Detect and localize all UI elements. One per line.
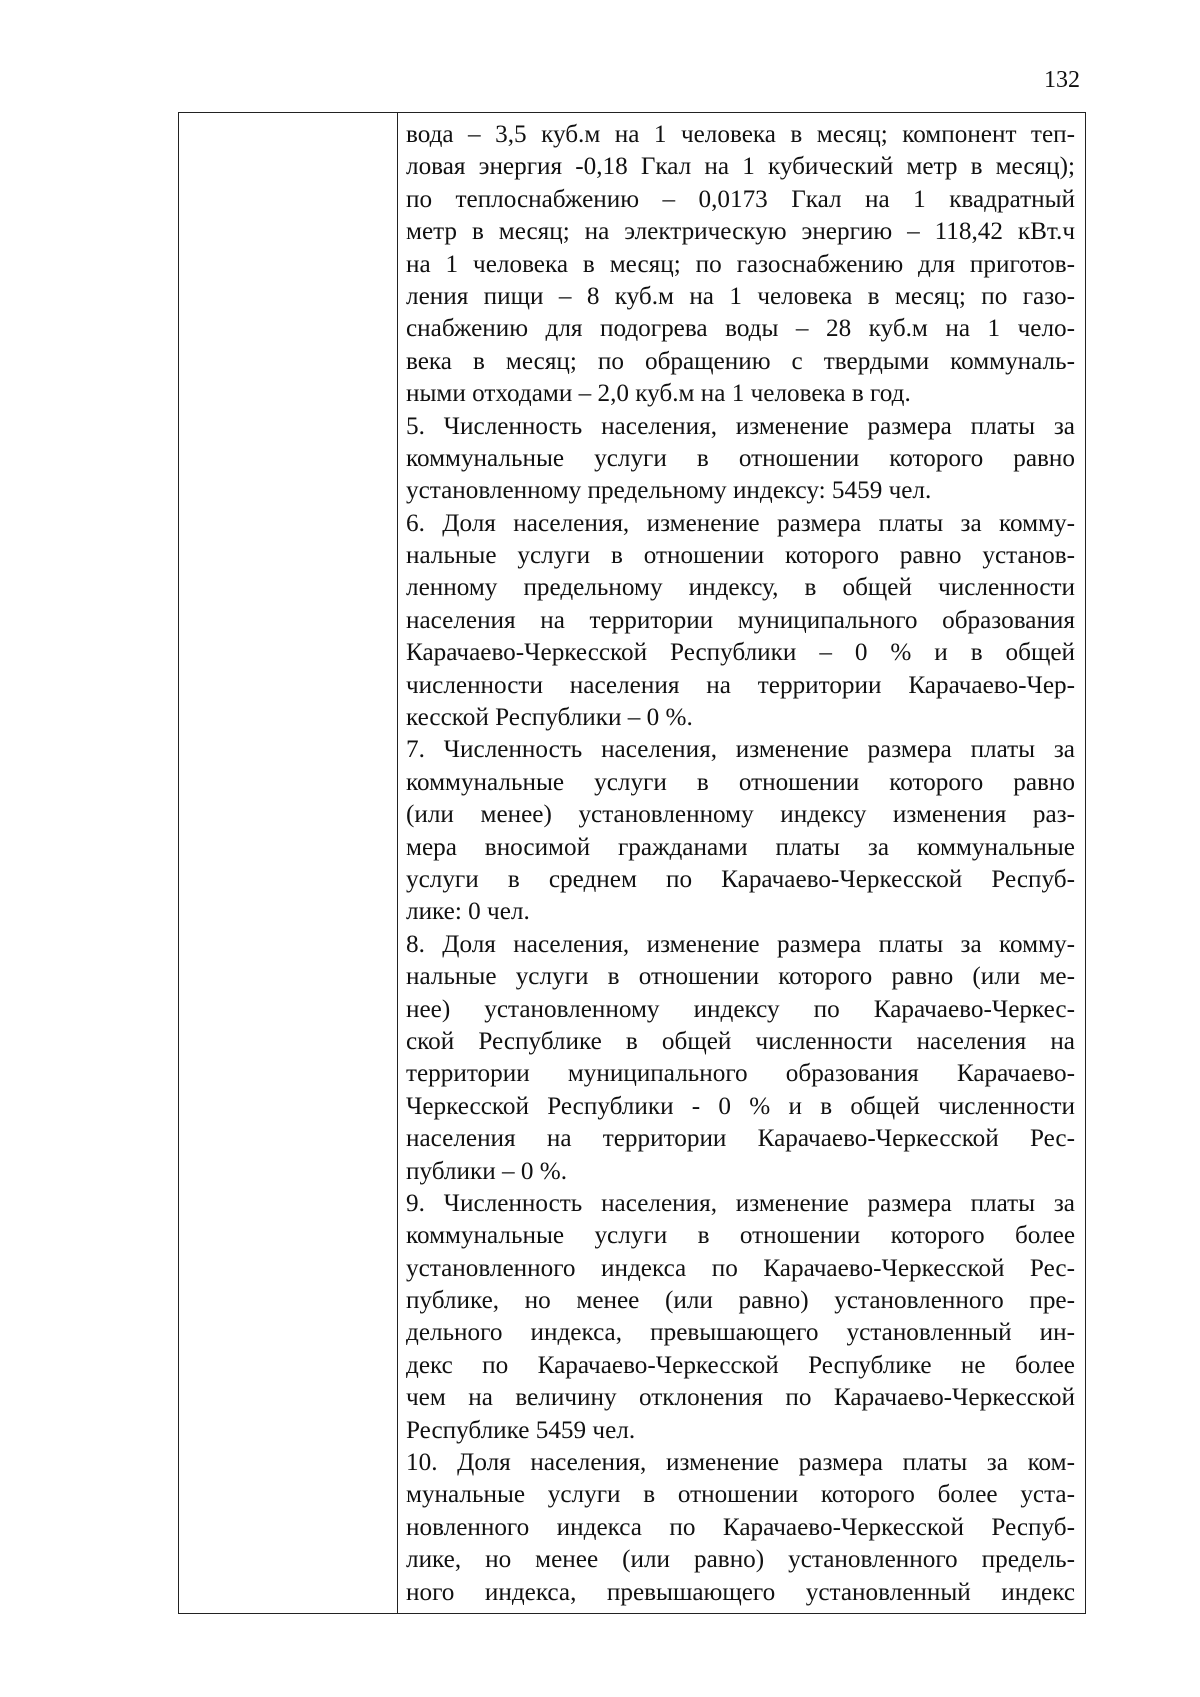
text-line: населения на территории муниципального образования (406, 606, 1075, 634)
text-line: коммунальные услуги в отношении которого более (406, 1222, 1075, 1250)
text-line: 6. Доля населения, изменение размера платы за комму- (406, 509, 1075, 537)
table-right-column (398, 113, 1085, 1613)
text-line: нальные услуги в отношении которого равно (или ме- (406, 963, 1075, 991)
text-line: мунальные услуги в отношении которого более уста- (406, 1481, 1075, 1509)
text-line: дельного индекса, превышающего установленный ин- (406, 1319, 1075, 1347)
text-line: новленного индекса по Карачаево-Черкесской Респуб- (406, 1513, 1075, 1541)
text-line: 5. Численность населения, изменение размера платы за (406, 412, 1075, 440)
text-line: кесской Республики – 0 %. (406, 704, 693, 732)
text-line: установленному предельному индексу: 5459 чел. (406, 477, 932, 505)
text-line: декс по Карачаево-Черкесской Республике не более (406, 1351, 1075, 1379)
text-line: ской Республике в общей численности населения на (406, 1027, 1075, 1055)
text-line: 8. Доля населения, изменение размера платы за комму- (406, 930, 1075, 958)
text-line: чем на величину отклонения по Карачаево-Черкесской (406, 1384, 1075, 1412)
text-line: снабжению для подогрева воды – 28 куб.м на 1 чело- (406, 315, 1075, 343)
text-line: ления пищи – 8 куб.м на 1 человека в месяц; по газо- (406, 282, 1075, 310)
text-line: коммунальные услуги в отношении которого равно (406, 768, 1075, 796)
text-line: ловая энергия -0,18 Гкал на 1 кубический метр в месяц); (406, 153, 1075, 181)
text-line: на 1 человека в месяц; по газоснабжению для приготов- (406, 250, 1075, 278)
text-line: нальные услуги в отношении которого равно установ- (406, 542, 1075, 570)
text-line: века в месяц; по обращению с твердыми коммуналь- (406, 347, 1075, 375)
text-line: установленного индекса по Карачаево-Черкесской Рес- (406, 1254, 1075, 1282)
text-line: Черкесской Республики - 0 % и в общей численности (406, 1092, 1075, 1120)
document-table (178, 112, 1086, 1614)
text-line: ленному предельному индексу, в общей численности (406, 574, 1075, 602)
text-line: коммунальные услуги в отношении которого равно (406, 444, 1075, 472)
text-line: нее) установленному индексу по Карачаево-Черкес- (406, 995, 1075, 1023)
text-line: территории муниципального образования Карачаево- (406, 1060, 1075, 1088)
text-line: лике: 0 чел. (406, 898, 530, 926)
text-line: 7. Численность населения, изменение размера платы за (406, 736, 1075, 764)
text-line: публики – 0 %. (406, 1157, 568, 1185)
text-line: по теплоснабжению – 0,0173 Гкал на 1 квадратный (406, 185, 1075, 213)
text-line: мера вносимой гражданами платы за коммунальные (406, 833, 1075, 861)
text-line: ными отходами – 2,0 куб.м на 1 человека в год. (406, 380, 911, 408)
text-line: населения на территории Карачаево-Черкесской Рес- (406, 1125, 1075, 1153)
text-line: (или менее) установленному индексу изменения раз- (406, 801, 1075, 829)
text-line: Республике 5459 чел. (406, 1416, 636, 1444)
text-line: численности населения на территории Карачаево-Чер- (406, 671, 1075, 699)
text-line: публике, но менее (или равно) установленного пре- (406, 1287, 1075, 1315)
text-line: 9. Численность населения, изменение размера платы за (406, 1189, 1075, 1217)
text-line: лике, но менее (или равно) установленного предель- (406, 1546, 1075, 1574)
text-line: метр в месяц; на электрическую энергию – 118,42 кВт.ч (406, 218, 1075, 246)
table-left-column (179, 113, 398, 1613)
page-number: 132 (1044, 67, 1080, 93)
text-line: услуги в среднем по Карачаево-Черкесской Респуб- (406, 865, 1075, 893)
text-line: 10. Доля населения, изменение размера платы за ком- (406, 1449, 1075, 1477)
text-line: ного индекса, превышающего установленный индекс (406, 1578, 1075, 1606)
text-line: вода – 3,5 куб.м на 1 человека в месяц; компонент теп- (406, 121, 1075, 148)
text-line: Карачаево-Черкесской Республики – 0 % и в общей (406, 639, 1075, 667)
